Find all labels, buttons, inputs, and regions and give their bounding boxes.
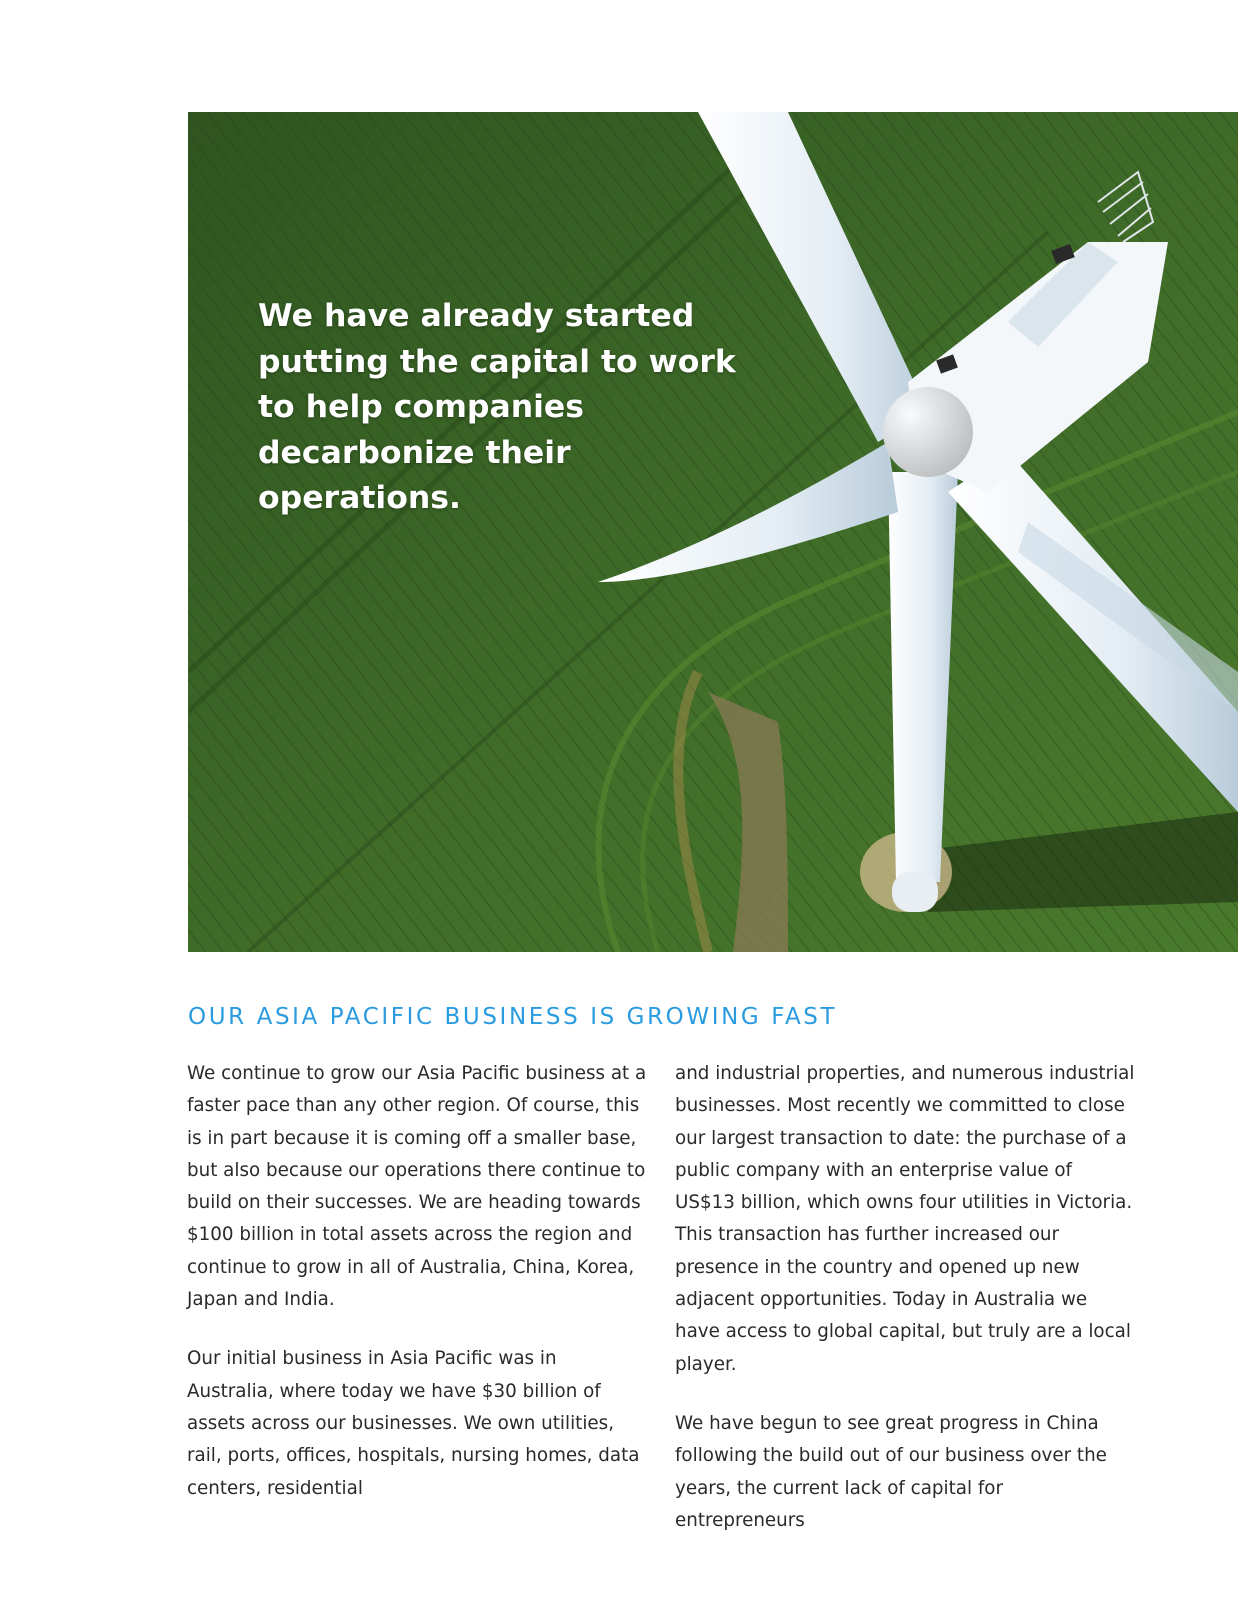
text-column-left (187, 1058, 647, 1532)
wind-turbine-photo (188, 112, 1238, 952)
paragraph: We continue to grow our Asia Pacific business at a faster pace than any other region. Of course, this is in part because it is coming off a smaller base, but also because our operations there continue to build on their successes. We are heading towards $100 billion in total assets across the region and continue to grow in all of Australia, China, Korea, Japan and India. (187, 1063, 647, 1311)
hero-image (188, 112, 1238, 952)
section-heading: OUR ASIA PACIFIC BUSINESS IS GROWING FAST (188, 1004, 838, 1030)
paragraph: We have begun to see great progress in China following the build out of our business over the years, the current lack of capital for entrepreneurs (675, 1412, 1107, 1531)
hero-pull-quote: We have already started putting the capital to work to help companies decarbonize their operations. (258, 298, 736, 516)
paragraph: and industrial properties, and numerous industrial businesses. Most recently we committed to close our largest transaction to date: the purchase of a public company with an enterprise value of US$13 billion, which owns four utilities in Victoria. This transaction has further increased our presence in the country and opened up new adjacent opportunities. Today in Australia we have access to global capital, but truly are a local player. (675, 1063, 1135, 1375)
text-column-right (675, 1058, 1135, 1564)
paragraph: Our initial business in Asia Pacific was in Australia, where today we have $30 billion of assets across our businesses. We own utilities, rail, ports, offices, hospitals, nursing homes, data centers, residential (187, 1348, 640, 1499)
